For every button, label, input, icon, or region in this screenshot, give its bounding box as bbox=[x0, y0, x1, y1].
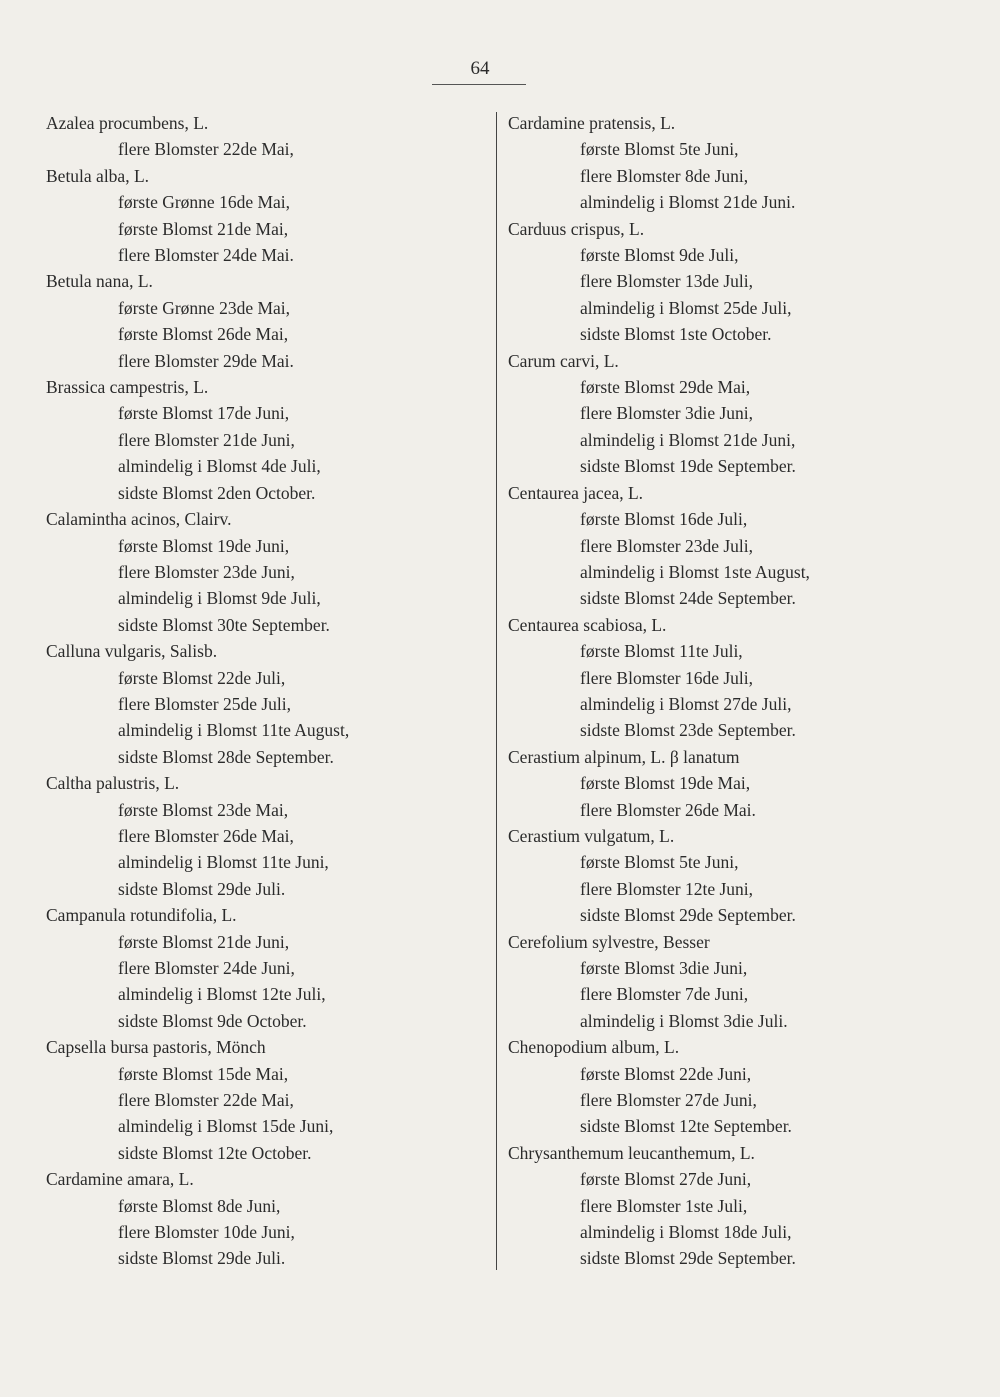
species-name: Campanula rotundifolia, L. bbox=[46, 905, 237, 926]
species-entry bbox=[508, 1140, 978, 1272]
observation-line: flere Blomster 16de Juli, bbox=[580, 667, 754, 688]
observation-line: første Grønne 23de Mai, bbox=[118, 297, 291, 318]
observation-line: sidste Blomst 12te September. bbox=[580, 1116, 792, 1137]
observation-line: første Grønne 16de Mai, bbox=[118, 192, 291, 213]
species-name: Cerastium vulgatum, L. bbox=[508, 825, 675, 846]
species-entry bbox=[46, 506, 486, 638]
species-name: Azalea procumbens, L. bbox=[46, 113, 209, 133]
observation-line: flere Blomster 29de Mai. bbox=[118, 350, 294, 371]
observation-line: sidste Blomst 19de September. bbox=[580, 456, 796, 477]
observation-line: første Blomst 21de Juni, bbox=[118, 931, 290, 952]
observation-line: flere Blomster 26de Mai. bbox=[580, 799, 756, 820]
observation-line: flere Blomster 1ste Juli, bbox=[580, 1195, 748, 1216]
observation-line: sidste Blomst 28de September. bbox=[118, 746, 334, 767]
observation-line: flere Blomster 23de Juni, bbox=[118, 561, 295, 582]
observation-line: flere Blomster 25de Juli, bbox=[118, 693, 292, 714]
observation-line: første Blomst 21de Mai, bbox=[118, 218, 289, 239]
observation-line: sidste Blomst 29de Juli. bbox=[118, 878, 286, 899]
species-name: Cerastium alpinum, L. β lanatum bbox=[508, 746, 740, 767]
observation-line: første Blomst 15de Mai, bbox=[118, 1063, 289, 1084]
species-name: Chrysanthemum leucanthemum, L. bbox=[508, 1142, 755, 1163]
species-entry bbox=[46, 268, 486, 374]
species-name: Cardamine pratensis, L. bbox=[508, 113, 676, 133]
observation-line: almindelig i Blomst 11te Juni, bbox=[118, 852, 329, 873]
observation-line: første Blomst 27de Juni, bbox=[580, 1169, 752, 1190]
right-column bbox=[508, 110, 978, 1272]
observation-line: flere Blomster 21de Juni, bbox=[118, 429, 295, 450]
observation-line: første Blomst 9de Juli, bbox=[580, 245, 739, 266]
observation-line: sidste Blomst 9de October. bbox=[118, 1010, 307, 1031]
observation-line: første Blomst 29de Mai, bbox=[580, 377, 751, 398]
observation-line: sidste Blomst 1ste October. bbox=[580, 324, 772, 345]
species-entry bbox=[46, 638, 486, 770]
species-entry bbox=[508, 110, 978, 216]
observation-line: almindelig i Blomst 1ste August, bbox=[580, 561, 810, 582]
observation-line: første Blomst 3die Juni, bbox=[580, 958, 748, 978]
left-column bbox=[46, 110, 486, 1272]
species-entry bbox=[508, 216, 978, 348]
observation-line: første Blomst 22de Juni, bbox=[580, 1063, 752, 1084]
observation-line: flere Blomster 27de Juni, bbox=[580, 1090, 757, 1111]
species-entry bbox=[46, 163, 486, 269]
observation-line: første Blomst 19de Juni, bbox=[118, 535, 290, 556]
observation-line: første Blomst 8de Juni, bbox=[118, 1195, 281, 1216]
species-entry bbox=[508, 823, 978, 929]
observation-line: almindelig i Blomst 21de Juni, bbox=[580, 429, 796, 450]
observation-line: første Blomst 22de Juli, bbox=[118, 667, 286, 688]
observation-line: første Blomst 11te Juli, bbox=[580, 641, 743, 662]
species-entry bbox=[508, 929, 978, 1035]
observation-line: almindelig i Blomst 18de Juli, bbox=[580, 1222, 792, 1243]
observation-line: første Blomst 26de Mai, bbox=[118, 324, 289, 345]
observation-line: sidste Blomst 12te October. bbox=[118, 1142, 312, 1163]
observation-line: flere Blomster 7de Juni, bbox=[580, 984, 749, 1005]
species-name: Betula alba, L. bbox=[46, 165, 150, 186]
species-entry bbox=[46, 770, 486, 902]
species-entry bbox=[46, 902, 486, 1034]
observation-line: flere Blomster 26de Mai, bbox=[118, 825, 294, 846]
species-entry bbox=[46, 1166, 486, 1272]
observation-line: første Blomst 19de Mai, bbox=[580, 773, 751, 794]
observation-line: flere Blomster 24de Juni, bbox=[118, 958, 295, 978]
page-number-rule bbox=[432, 84, 526, 85]
observation-line: første Blomst 5te Juni, bbox=[580, 852, 739, 873]
observation-line: flere Blomster 10de Juni, bbox=[118, 1222, 295, 1243]
species-entry bbox=[46, 1034, 486, 1166]
observation-line: sidste Blomst 29de September. bbox=[580, 905, 796, 926]
species-name: Brassica campestris, L. bbox=[46, 377, 209, 398]
observation-line: flere Blomster 22de Mai, bbox=[118, 139, 294, 160]
species-name: Chenopodium album, L. bbox=[508, 1037, 680, 1058]
species-entry bbox=[508, 612, 978, 744]
observation-line: første Blomst 23de Mai, bbox=[118, 799, 289, 820]
observation-line: almindelig i Blomst 25de Juli, bbox=[580, 297, 792, 318]
species-name: Centaurea jacea, L. bbox=[508, 482, 644, 503]
observation-line: flere Blomster 8de Juni, bbox=[580, 165, 749, 186]
observation-line: flere Blomster 22de Mai, bbox=[118, 1090, 294, 1111]
observation-line: almindelig i Blomst 11te August, bbox=[118, 720, 350, 741]
observation-line: sidste Blomst 29de Juli. bbox=[118, 1248, 286, 1269]
observation-line: almindelig i Blomst 9de Juli, bbox=[118, 588, 321, 609]
observation-line: almindelig i Blomst 12te Juli, bbox=[118, 984, 326, 1005]
species-name: Carum carvi, L. bbox=[508, 350, 619, 371]
observation-line: første Blomst 17de Juni, bbox=[118, 403, 290, 424]
observation-line: sidste Blomst 23de September. bbox=[580, 720, 796, 741]
observation-line: sidste Blomst 24de September. bbox=[580, 588, 796, 609]
column-divider bbox=[496, 112, 497, 1270]
observation-line: flere Blomster 13de Juli, bbox=[580, 271, 754, 292]
species-entry bbox=[508, 1034, 978, 1140]
observation-line: almindelig i Blomst 15de Juni, bbox=[118, 1116, 334, 1137]
observation-line: almindelig i Blomst 4de Juli, bbox=[118, 456, 321, 477]
observation-line: flere Blomster 23de Juli, bbox=[580, 535, 754, 556]
species-name: Caltha palustris, L. bbox=[46, 773, 180, 794]
species-entry bbox=[46, 110, 486, 163]
observation-line: flere Blomster 12te Juni, bbox=[580, 878, 754, 899]
observation-line: første Blomst 16de Juli, bbox=[580, 509, 748, 530]
species-name: Calamintha acinos, Clairv. bbox=[46, 509, 232, 530]
species-name: Carduus crispus, L. bbox=[508, 218, 645, 239]
species-name: Calluna vulgaris, Salisb. bbox=[46, 641, 218, 662]
observation-line: flere Blomster 3die Juni, bbox=[580, 403, 754, 424]
page-number: 64 bbox=[470, 58, 490, 79]
species-name: Betula nana, L. bbox=[46, 271, 153, 292]
species-name: Centaurea scabiosa, L. bbox=[508, 614, 667, 635]
species-name: Cardamine amara, L. bbox=[46, 1169, 194, 1190]
species-entry bbox=[508, 744, 978, 823]
species-entry bbox=[46, 374, 486, 506]
species-entry bbox=[508, 348, 978, 480]
observation-line: sidste Blomst 30te September. bbox=[118, 614, 330, 635]
observation-line: almindelig i Blomst 27de Juli, bbox=[580, 693, 792, 714]
species-name: Cerefolium sylvestre, Besser bbox=[508, 931, 710, 952]
observation-line: sidste Blomst 2den October. bbox=[118, 482, 316, 503]
observation-line: flere Blomster 24de Mai. bbox=[118, 245, 294, 266]
observation-line: almindelig i Blomst 21de Juni. bbox=[580, 192, 796, 213]
observation-line: sidste Blomst 29de September. bbox=[580, 1248, 796, 1269]
species-entry bbox=[508, 480, 978, 612]
observation-line: første Blomst 5te Juni, bbox=[580, 139, 739, 160]
observation-line: almindelig i Blomst 3die Juli. bbox=[580, 1010, 788, 1031]
species-name: Capsella bursa pastoris, Mönch bbox=[46, 1037, 266, 1058]
